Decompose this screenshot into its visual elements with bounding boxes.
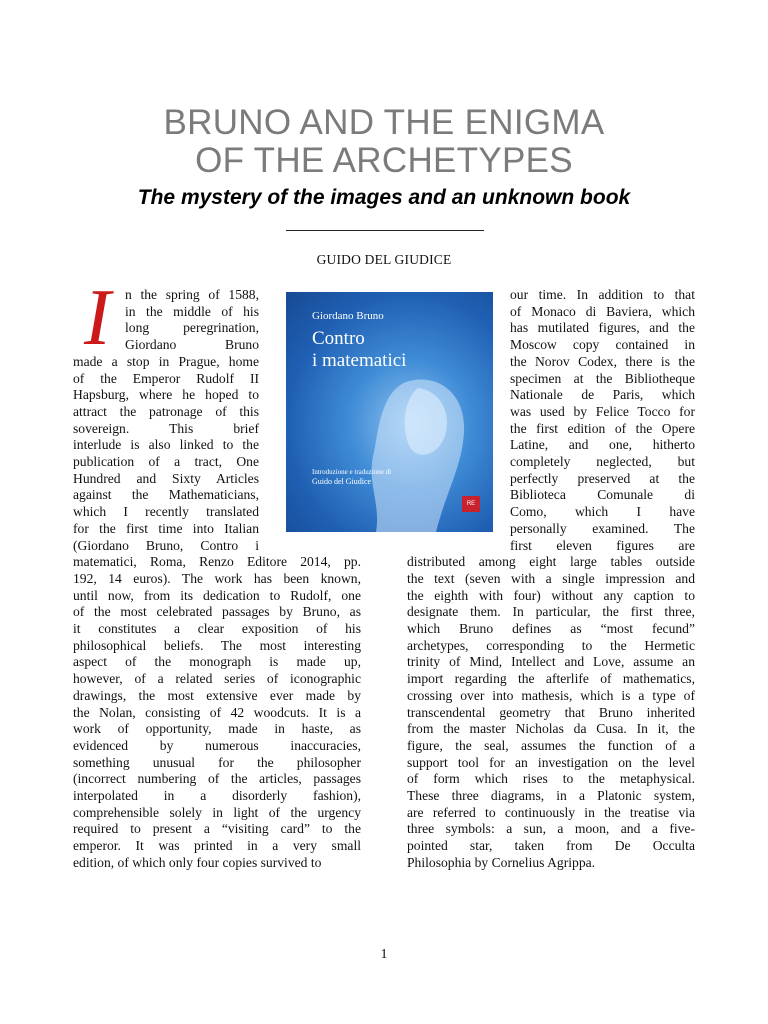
text-line: of the Emperor Rudolf II — [73, 370, 259, 386]
text-line: required to present a “visiting card” to the — [73, 821, 361, 837]
text-line: evidenced by numerous inaccuracies, — [73, 737, 361, 753]
publisher-logo: RE — [462, 496, 480, 512]
page-number: 1 — [380, 947, 388, 962]
text-line: are referred to continuously in the treatise via — [407, 804, 695, 820]
text-line: philosophical beliefs. The most interesting — [73, 637, 361, 653]
cover-title-line-2: i matematici — [312, 350, 407, 371]
text-line: (Giordano Bruno, Contro i — [73, 537, 259, 553]
cover-title-line-1: Contro — [312, 328, 365, 349]
text-line: has mutilated figures, and the — [510, 320, 695, 336]
text-line: import regarding the afterlife of mathematics, — [407, 671, 695, 687]
text-line: of Monaco di Baviera, which — [510, 303, 695, 319]
text-line: however, of a related series of iconographic — [73, 671, 361, 687]
text-line: trinity of Mind, Intellect and Love, assume an — [407, 654, 695, 670]
text-line: work of opportunity, made in haste, as — [73, 721, 361, 737]
text-line: personally examined. The — [510, 520, 695, 536]
text-line: distributed among eight large tables outside — [407, 554, 695, 570]
cover-intro — [312, 468, 391, 486]
text-line: the eighth with four) without any caption to — [407, 587, 695, 603]
text-line: sovereign. This brief — [73, 420, 259, 436]
text-line: which I recently translated — [73, 504, 259, 520]
text-line: long peregrination, — [125, 320, 259, 336]
text-line: which Bruno defines as “most fecund” — [407, 621, 695, 636]
text-line: designate them. In particular, the first three, — [407, 604, 695, 620]
text-line: Giordano Bruno — [125, 337, 259, 353]
text-line: Latine, and one, hitherto — [510, 437, 695, 453]
title-line-1: BRUNO AND THE ENIGMA — [163, 103, 605, 142]
text-line: matematici, Roma, Renzo Editore 2014, pp. — [73, 554, 361, 570]
text-line: it constitutes a clear exposition of his — [73, 621, 361, 636]
cover-intro-line-1: Introduzione e traduzione di — [312, 468, 392, 476]
text-line: (incorrect numbering of the articles, passages — [73, 771, 361, 787]
text-line: of form which rises to the metaphysical. — [407, 771, 695, 787]
text-line: for the first time into Italian — [73, 520, 259, 536]
text-line: archetypes, corresponding to the Hermetic — [407, 637, 695, 653]
text-line: drawings, the most extensive ever made by — [73, 687, 361, 703]
author-byline: GUIDO DEL GIUDICE — [316, 252, 452, 267]
text-line: publication of a tract, One — [73, 454, 259, 469]
text-line: n the spring of 1588, — [125, 287, 259, 302]
text-line: figure, the seal, assumes the function of a — [407, 737, 695, 753]
text-line: from the master Nicholas da Cusa. In it, the — [407, 721, 695, 737]
cover-title — [312, 328, 406, 372]
text-line: crossing over into mathesis, which is a type of — [407, 687, 695, 703]
drop-cap: I — [84, 274, 111, 362]
text-line: Hundred and Sixty Articles — [73, 470, 259, 486]
text-line: until now, from its dedication to Rudolf, one — [73, 587, 361, 603]
cover-author: Giordano Bruno — [312, 310, 384, 322]
text-line: attract the patronage of this — [73, 403, 259, 419]
text-line: aspect of the monograph is made up, — [73, 654, 361, 670]
text-line: These three diagrams, in a Platonic system, — [407, 788, 695, 803]
text-line: Biblioteca Comunale di — [510, 487, 695, 503]
text-line: comprehensible solely in light of the urgency — [73, 804, 361, 820]
article-subtitle: The mystery of the images and an unknown book — [137, 186, 631, 209]
article-title — [0, 104, 768, 180]
text-line: interlude is also linked to the — [73, 437, 259, 453]
text-line: Moscow copy contained in — [510, 337, 695, 353]
text-line: 192, 14 euros). The work has been known, — [73, 570, 361, 586]
text-line: first eleven figures are — [510, 537, 695, 553]
text-line: perfectly preserved at the — [510, 470, 695, 486]
text-line: the Norov Codex, there is the — [510, 353, 695, 369]
text-line: three symbols: a sun, a moon, and a five- — [407, 821, 695, 837]
title-line-2: OF THE ARCHETYPES — [195, 141, 573, 180]
text-line: made a stop in Prague, home — [73, 353, 259, 369]
text-line: support tool for an investigation on the level — [407, 754, 695, 770]
text-line: in the middle of his — [125, 303, 259, 319]
text-line: Como, which I have — [510, 504, 695, 520]
title-divider — [286, 230, 484, 231]
text-line: pointed star, taken from De Occulta — [407, 838, 695, 854]
text-line: transcendental geometry that Bruno inherited — [407, 704, 695, 720]
text-line: Philosophia by Cornelius Agrippa. — [407, 854, 596, 870]
text-line: Nationale de Paris, which — [510, 387, 695, 403]
text-line: our time. In addition to that — [510, 287, 695, 302]
cover-intro-line-2: Guido del Giudice — [312, 477, 372, 486]
text-line: the text (seven with a single impression and — [407, 570, 695, 586]
text-line: completely neglected, but — [510, 454, 695, 469]
text-line: interpolated in a disorderly fashion), — [73, 788, 361, 803]
text-line: of the most celebrated passages by Bruno, as — [73, 604, 361, 620]
text-line: the Nolan, consisting of 42 woodcuts. It is a — [73, 704, 361, 720]
text-line: the first edition of the Opere — [510, 420, 695, 436]
text-line: specimen at the Bibliotheque — [510, 370, 695, 386]
text-line: Hapsburg, where he hoped to — [73, 387, 259, 403]
book-cover-image — [286, 292, 493, 532]
text-line: was used by Felice Tocco for — [510, 403, 695, 419]
text-line: edition, of which only four copies survived to — [73, 854, 322, 870]
text-line: emperor. It was printed in a very small — [73, 838, 361, 854]
text-line: against the Mathematicians, — [73, 487, 259, 503]
text-line: something unusual for the philosopher — [73, 754, 361, 770]
